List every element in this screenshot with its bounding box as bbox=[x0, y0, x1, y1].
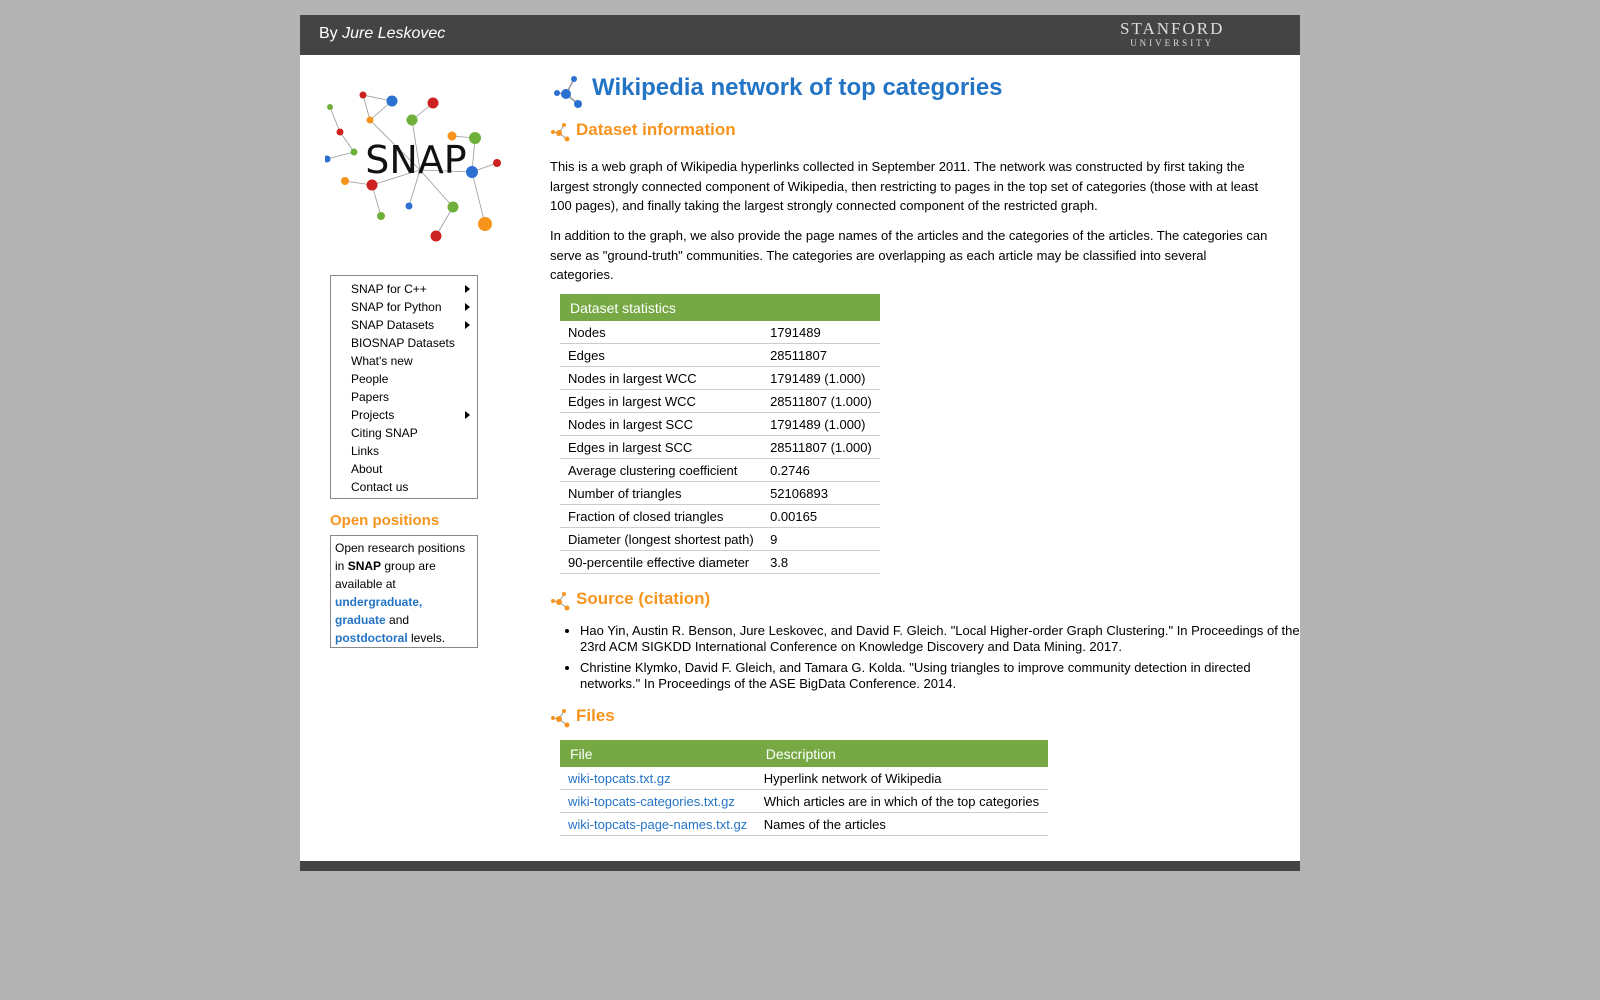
graduate-link[interactable]: graduate bbox=[335, 613, 386, 627]
stats-row bbox=[560, 344, 880, 367]
menu-item-label: Papers bbox=[351, 390, 390, 404]
file-name-cell bbox=[560, 813, 756, 836]
footer-bar bbox=[300, 861, 1300, 871]
section-files-title: Files bbox=[576, 706, 615, 725]
citation-item: • Christine Klymko, David F. Gleich, and Tamara G. Kolda. "Using triangles to improve community detection in directed networks." In Proceedings of the ASE BigData Conference. 2014. bbox=[580, 660, 1300, 692]
file-row bbox=[560, 813, 1048, 836]
snap-logo-text: SNAP bbox=[365, 138, 467, 182]
menu-item-label: SNAP Datasets bbox=[351, 318, 435, 332]
citation-item: • Hao Yin, Austin R. Benson, Jure Leskovec, and David F. Gleich. "Local Higher-order Graph Clustering." In Proceedings of the 23rd ACM SIGKDD International Conference on Knowledge Discovery and Data Mining. 2017. bbox=[580, 623, 1300, 655]
menu-item-label: What's new bbox=[351, 354, 413, 368]
files-table bbox=[560, 740, 1048, 836]
file-name-cell bbox=[560, 790, 756, 813]
files-header-file: File bbox=[560, 740, 756, 767]
postdoctoral-link[interactable]: postdoctoral bbox=[335, 631, 408, 645]
menu-item-biosnap-datasets[interactable] bbox=[331, 334, 477, 352]
menu-item-links[interactable] bbox=[331, 442, 477, 460]
file-download-link[interactable]: wiki-topcats-categories.txt.gz bbox=[568, 793, 735, 809]
stat-value: 28511807 (1.000) bbox=[762, 436, 880, 459]
menu-item-label: About bbox=[351, 462, 383, 476]
menu-item-what-s-new[interactable] bbox=[331, 352, 477, 370]
submenu-arrow-icon bbox=[465, 303, 470, 311]
menu-item-papers[interactable] bbox=[331, 388, 477, 406]
section-source-title: Source (citation) bbox=[576, 589, 711, 608]
open-positions-box bbox=[330, 535, 478, 648]
stanford-logo-line1: STANFORD bbox=[1120, 19, 1225, 38]
stat-label: Nodes in largest SCC bbox=[560, 413, 762, 436]
stat-label: Number of triangles bbox=[560, 482, 762, 505]
open-positions-text4: levels. bbox=[411, 631, 446, 645]
stats-row bbox=[560, 436, 880, 459]
stat-value: 0.2746 bbox=[762, 459, 880, 482]
menu-item-snap-for-python[interactable] bbox=[331, 298, 477, 316]
stat-label: Diameter (longest shortest path) bbox=[560, 528, 762, 551]
open-positions-group: SNAP bbox=[347, 559, 382, 573]
menu-item-label: Citing SNAP bbox=[351, 426, 418, 440]
menu-item-projects[interactable] bbox=[331, 406, 477, 424]
file-row bbox=[560, 767, 1048, 790]
network-section-icon bbox=[550, 590, 572, 612]
menu-item-label: Contact us bbox=[351, 480, 409, 494]
dataset-description-2: In addition to the graph, we also provide the page names of the articles and the categories of the articles. The categories can serve as "ground-truth" communities. The categories are overlapping as each article may be classified into several categories. bbox=[550, 228, 1268, 282]
top-bar bbox=[300, 15, 1300, 55]
open-positions-text1: Open research positions in bbox=[335, 541, 466, 573]
file-row bbox=[560, 790, 1048, 813]
stats-row bbox=[560, 505, 880, 528]
citation-list bbox=[550, 623, 1300, 697]
stat-label: Fraction of closed triangles bbox=[560, 505, 762, 528]
stats-row bbox=[560, 367, 880, 390]
stat-value: 52106893 bbox=[762, 482, 880, 505]
stat-label: Nodes in largest WCC bbox=[560, 367, 762, 390]
stat-label: Average clustering coefficient bbox=[560, 459, 762, 482]
stats-row bbox=[560, 551, 880, 574]
byline bbox=[319, 25, 445, 43]
stats-row bbox=[560, 459, 880, 482]
stat-value: 0.00165 bbox=[762, 505, 880, 528]
file-description: Names of the articles bbox=[756, 813, 1048, 836]
submenu-arrow-icon bbox=[465, 411, 470, 419]
stat-label: Edges in largest WCC bbox=[560, 390, 762, 413]
stats-row bbox=[560, 413, 880, 436]
dataset-description-1: This is a web graph of Wikipedia hyperlinks collected in September 2011. The network was constructed by first taking the largest strongly connected component of Wikipedia, then restricting to pages in the top set of categories (those with at least 100 pages), and finally taking the largest strongly connected component of the restricted graph. bbox=[550, 159, 1259, 213]
author-name[interactable]: Jure Leskovec bbox=[342, 25, 446, 42]
network-title-icon bbox=[550, 73, 586, 109]
undergraduate-link[interactable]: undergraduate, bbox=[335, 595, 423, 609]
file-description: Which articles are in which of the top categories bbox=[756, 790, 1048, 813]
menu-item-snap-for-c[interactable] bbox=[331, 280, 477, 298]
stat-label: Nodes bbox=[560, 321, 762, 344]
stats-row bbox=[560, 390, 880, 413]
file-download-link[interactable]: wiki-topcats.txt.gz bbox=[568, 770, 671, 786]
files-header-description: Description bbox=[756, 740, 1048, 767]
stat-value: 3.8 bbox=[762, 551, 880, 574]
stat-value: 28511807 (1.000) bbox=[762, 390, 880, 413]
open-positions-title: Open positions bbox=[330, 512, 440, 529]
sidebar-menu bbox=[330, 275, 478, 499]
byline-prefix: By bbox=[319, 25, 338, 42]
menu-item-label: SNAP for C++ bbox=[351, 282, 427, 296]
menu-item-label: Links bbox=[351, 444, 380, 458]
stanford-logo-line2: UNIVERSITY bbox=[1130, 38, 1215, 48]
stat-value: 28511807 bbox=[762, 344, 880, 367]
stats-row bbox=[560, 528, 880, 551]
stat-label: 90-percentile effective diameter bbox=[560, 551, 762, 574]
stanford-logo[interactable] bbox=[1120, 20, 1224, 49]
menu-item-citing-snap[interactable] bbox=[331, 424, 477, 442]
file-name-cell bbox=[560, 767, 756, 790]
stats-row bbox=[560, 482, 880, 505]
stats-header: Dataset statistics bbox=[560, 294, 880, 321]
stats-row bbox=[560, 321, 880, 344]
page-title-text: Wikipedia network of top categories bbox=[592, 74, 1003, 101]
stat-label: Edges in largest SCC bbox=[560, 436, 762, 459]
stat-value: 1791489 (1.000) bbox=[762, 367, 880, 390]
stat-value: 1791489 (1.000) bbox=[762, 413, 880, 436]
section-dataset-information-title: Dataset information bbox=[576, 120, 736, 139]
open-positions-text3: and bbox=[389, 613, 410, 627]
menu-item-label: SNAP for Python bbox=[351, 300, 442, 314]
stat-value: 9 bbox=[762, 528, 880, 551]
open-positions-text2: group are available at bbox=[335, 559, 436, 591]
network-section-icon bbox=[550, 121, 572, 143]
stat-value: 1791489 bbox=[762, 321, 880, 344]
stats-header-row bbox=[560, 294, 880, 321]
menu-item-label: BIOSNAP Datasets bbox=[351, 336, 455, 350]
file-download-link[interactable]: wiki-topcats-page-names.txt.gz bbox=[568, 816, 748, 832]
menu-item-snap-datasets[interactable] bbox=[331, 316, 477, 334]
menu-item-people[interactable] bbox=[331, 370, 477, 388]
submenu-arrow-icon bbox=[465, 285, 470, 293]
network-section-icon bbox=[550, 707, 572, 729]
menu-item-label: Projects bbox=[351, 408, 395, 422]
snap-logo[interactable] bbox=[325, 85, 515, 265]
page-container bbox=[300, 15, 1300, 871]
files-header-row bbox=[560, 740, 1048, 767]
stat-label: Edges bbox=[560, 344, 762, 367]
menu-item-contact-us[interactable] bbox=[331, 478, 477, 496]
file-description: Hyperlink network of Wikipedia bbox=[756, 767, 1048, 790]
menu-item-label: People bbox=[351, 372, 389, 386]
menu-item-about[interactable] bbox=[331, 460, 477, 478]
dataset-statistics-table bbox=[560, 294, 880, 574]
submenu-arrow-icon bbox=[465, 321, 470, 329]
